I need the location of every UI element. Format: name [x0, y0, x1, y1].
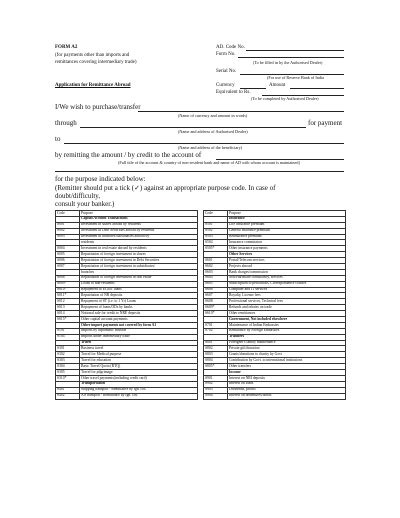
purpose-section-heading: Income — [228, 370, 346, 376]
amount-label: Amount — [269, 83, 286, 88]
purpose-section-heading: Capital Account Transactions — [80, 216, 198, 222]
purpose-code: S904 — [204, 393, 228, 399]
purpose-code: S805* — [204, 364, 228, 370]
purpose-description: Imports under intermediary trade — [80, 334, 198, 340]
purpose-description: Refunds and rebates on trade — [228, 305, 346, 311]
form-subtitle-line1: (for payments other than imports and — [55, 53, 130, 58]
purpose-code: S006 — [56, 258, 80, 264]
purpose-code: S009* — [56, 281, 80, 287]
purpose-description: Investment in branches/subsidiaries abroad by — [80, 234, 198, 240]
ad-code-label: AD. Code No. — [216, 45, 245, 50]
purpose-description: Soft/Hardware consultancy, services — [228, 275, 346, 281]
purpose-code: S606 — [204, 287, 228, 293]
purpose-code: S505* — [204, 246, 228, 252]
purpose-code: S004 — [56, 246, 80, 252]
wish-label: I/We wish to purchase/transfer — [55, 103, 141, 111]
table-row[interactable] — [204, 393, 346, 399]
purpose-code: S501 — [204, 222, 228, 228]
purpose-description: Business travel — [80, 346, 198, 352]
purpose-code: S008 — [56, 275, 80, 281]
purpose-description: Investment in Debt Securities abroad by residents — [80, 228, 198, 234]
currency-line[interactable] — [240, 88, 266, 89]
purpose-code: S802 — [204, 346, 228, 352]
purpose-code: S504 — [204, 240, 228, 246]
form-subtitle-line2: remittances covering intermediary trade) — [55, 60, 137, 65]
form-no-line[interactable] — [238, 57, 344, 58]
authorised-dealer-line[interactable] — [80, 127, 306, 128]
purpose-code: S503 — [204, 234, 228, 240]
purpose-description: Travel for education — [80, 358, 198, 364]
purpose-code: S601 — [204, 258, 228, 264]
remitter-instruction-line3: consult your banker.) — [55, 200, 115, 208]
purpose-description: Other transfers — [228, 364, 346, 370]
purpose-code: S011* — [56, 293, 80, 299]
serial-no-label: Serial No. — [216, 69, 237, 74]
purpose-code: S804 — [204, 358, 228, 364]
remit-label: by remitting the amount / by credit to the account of — [55, 151, 202, 159]
purpose-description: Investment in real estate abroad by residents — [80, 246, 198, 252]
purpose-description: Private gift/donation — [228, 346, 346, 352]
purpose-description: General insurance premium — [228, 228, 346, 234]
through-label: through — [55, 119, 77, 127]
purpose-description: Repatriation of foreign investment in Debt Securities — [80, 258, 198, 264]
purpose-section-heading: Government, Not included elsewhere — [228, 317, 346, 323]
purpose-description: Repayment of ST (i.e. to 1 Yr) Loans — [80, 299, 198, 305]
purpose-code: S301 — [56, 346, 80, 352]
purpose-section-heading: Travel — [80, 340, 198, 346]
purpose-description: Interest on NRI deposits — [228, 375, 346, 381]
purpose-code: S014 — [56, 311, 80, 317]
purpose-column-header: Purpose — [80, 211, 198, 217]
purpose-description: Grants/donations to charity by Govt — [228, 352, 346, 358]
purpose-code-table-left — [55, 210, 198, 400]
purpose-code: S902 — [204, 381, 228, 387]
rbi-use-note: (For use of Reserve Bank of India — [267, 75, 324, 80]
table-row[interactable] — [56, 393, 198, 399]
purpose-description: Interest on loans — [228, 381, 346, 387]
purpose-section-heading: Other import payments not covered by form A1 — [80, 322, 198, 328]
purpose-description: Imports by diplomatic mission — [80, 328, 198, 334]
purpose-description: Subscription to periodicals, Correspondence courses — [228, 281, 346, 287]
remitter-instruction-line1: (Remitter should put a tick (✓) against an appropriate purpose code. In case of — [55, 184, 276, 192]
purpose-description: Interest on debentures/bonds — [228, 393, 346, 399]
purpose-description: Repayment of ECMT loans — [80, 287, 198, 293]
purpose-code: S012 — [56, 299, 80, 305]
purpose-code: S015* — [56, 317, 80, 323]
purpose-description: Maintenance of Indian Embassies — [228, 322, 346, 328]
purpose-code: S003 — [56, 234, 80, 240]
completed-by-ad-note: (To be completed by Authorised Dealer) — [251, 96, 319, 101]
purpose-code: S402 — [56, 393, 80, 399]
purpose-description: branches — [80, 269, 198, 275]
purpose-section-heading: Transportation — [80, 381, 198, 387]
for-payment-label: for payment — [308, 119, 343, 127]
purpose-description: Contribution by Govt. to international institutions — [228, 358, 346, 364]
purpose-code: S903 — [204, 387, 228, 393]
purpose-description: Notional sale for credit to NRE deposits — [80, 311, 198, 317]
purpose-description: Other insurance payments — [228, 246, 346, 252]
purpose-code: S104 — [56, 334, 80, 340]
purpose-code: S010* — [56, 287, 80, 293]
purpose-code: S401 — [56, 387, 80, 393]
purpose-code: S609* — [204, 305, 228, 311]
application-title: Application for Remittance Abroad — [55, 83, 131, 88]
purpose-code: S303 — [56, 358, 80, 364]
purpose-section-heading: Transfers — [228, 334, 346, 340]
account-extra-line[interactable] — [55, 171, 344, 172]
remitter-instruction-line2: doubt/difficulty, — [55, 192, 101, 200]
purpose-code: S602 — [204, 264, 228, 270]
purpose-column-header: Purpose — [228, 211, 346, 217]
account-note: (Full title of the account & country of non-resident bank and name of AD with whom account is maintained) — [118, 160, 300, 165]
purpose-section-heading: Other Services — [228, 252, 346, 258]
purpose-code: S702 — [204, 328, 228, 334]
form-title: FORM A2 — [55, 45, 78, 50]
purpose-description: Repatriation of foreign investment in shares — [80, 252, 198, 258]
purpose-code: S304 — [56, 364, 80, 370]
purpose-code: S305 — [56, 370, 80, 376]
beneficiary-note: (Name and address of the beneficiary) — [178, 145, 243, 150]
purpose-code: S001 — [56, 222, 80, 228]
purpose-description: Bank charges/commission — [228, 269, 346, 275]
purpose-description: Computer and IT services — [228, 287, 346, 293]
purpose-code: S101 — [56, 328, 80, 334]
amount-line[interactable] — [290, 88, 344, 89]
purpose-description: Other capital account payments — [80, 317, 198, 323]
purpose-description: Foreigner's family maintenance — [228, 340, 346, 346]
code-column-header: Code — [204, 211, 228, 217]
purpose-description: Projects abroad — [228, 264, 346, 270]
purpose-code: S310* — [56, 375, 80, 381]
purpose-description: Royalty, License fees — [228, 293, 346, 299]
purpose-description: Life insurance premium — [228, 222, 346, 228]
purpose-description: Reinsurance premium — [228, 234, 346, 240]
purpose-code: S605 — [204, 281, 228, 287]
purpose-section-heading: Insurance — [228, 216, 346, 222]
purpose-code: S005 — [56, 252, 80, 258]
authorised-dealer-note: (Name and address of Authorised Dealer) — [178, 129, 248, 134]
equivalent-label: Equivalent to Rs. — [216, 90, 251, 95]
purpose-description: residents — [80, 240, 198, 246]
purpose-description: Repatriation of NR deposits — [80, 293, 198, 299]
purpose-description: Repatriation of foreign investment in subsidiaries/ — [80, 264, 198, 270]
purpose-code: S603 — [204, 269, 228, 275]
purpose-description: Shipping transport - Remittance by fgn. cos. — [80, 387, 198, 393]
purpose-description: Repatriation of foreign investment in real estate — [80, 275, 198, 281]
purpose-description: Other remittances — [228, 311, 346, 317]
purpose-code: S604 — [204, 275, 228, 281]
ad-code-line[interactable] — [246, 50, 344, 51]
purpose-code: S803 — [204, 352, 228, 358]
purpose-code: S302 — [56, 352, 80, 358]
purpose-description: Travel for pilgrimage — [80, 370, 198, 376]
code-column-header: Code — [56, 211, 80, 217]
beneficiary-line[interactable] — [64, 143, 344, 144]
purpose-code: S901 — [204, 375, 228, 381]
purpose-code-table-right — [203, 210, 346, 400]
purpose-code: S013 — [56, 305, 80, 311]
currency-amount-line[interactable] — [138, 111, 344, 112]
purpose-code: S801 — [204, 340, 228, 346]
currency-label: Currency — [216, 83, 235, 88]
purpose-code: S608 — [204, 299, 228, 305]
purpose-code: S007 — [56, 264, 80, 270]
purpose-description: Postal/Telecom services — [228, 258, 346, 264]
purpose-description: Travel for Medical purpose — [80, 352, 198, 358]
purpose-description: Other travel payments(including credit card) — [80, 375, 198, 381]
purpose-code: S701 — [204, 322, 228, 328]
purpose-code: S502 — [204, 228, 228, 234]
purpose-description: Investment in shares abroad by residents — [80, 222, 198, 228]
purpose-code: S002 — [56, 228, 80, 234]
purpose-description: Basic Travel Quota (BTQ) — [80, 364, 198, 370]
purpose-code: S610* — [204, 311, 228, 317]
purpose-description: Air transport - Remittance by fgn. cos. — [80, 393, 198, 399]
form-no-label: Form No. — [216, 52, 236, 57]
filled-by-ad-note: (To be filled in by the Authorised Dealer) — [253, 60, 323, 65]
purpose-description: Professional services, Technical fees — [228, 299, 346, 305]
purpose-label: for the purpose indicated below: — [55, 175, 146, 183]
purpose-description: Repayment of loans/ODs by banks — [80, 305, 198, 311]
purpose-description: Dividends, profits — [228, 387, 346, 393]
purpose-description: Insurance commission — [228, 240, 346, 246]
to-label: to — [55, 135, 61, 143]
currency-amount-note: (Name of currency and amount in words) — [178, 113, 248, 118]
purpose-description: Remittance by Foreign Embassies — [228, 328, 346, 334]
purpose-code: S607 — [204, 293, 228, 299]
purpose-description: Loans to non-residents — [80, 281, 198, 287]
